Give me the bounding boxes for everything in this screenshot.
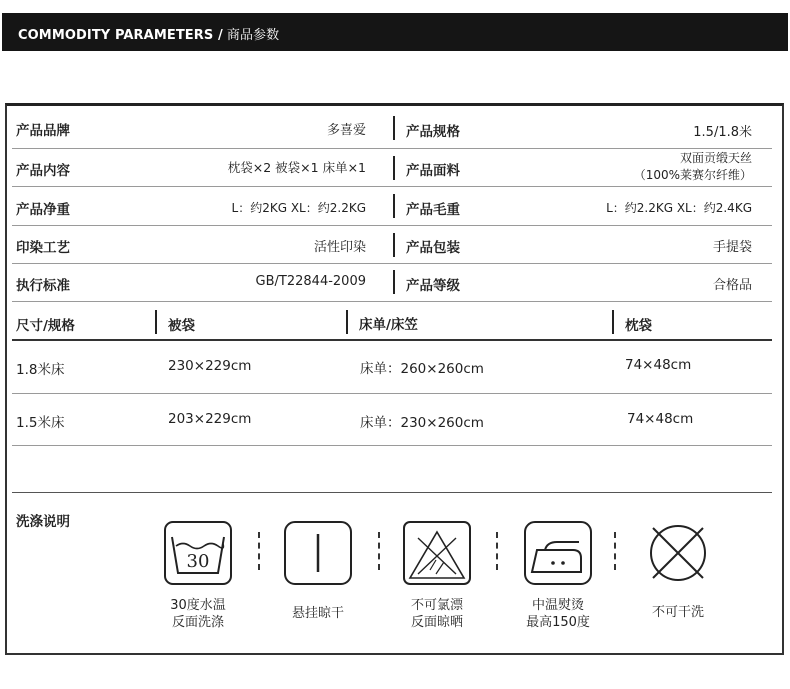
no-bleach-icon (402, 520, 472, 586)
param-value-fabric-line1: 双面贡缎天丝 (679, 151, 752, 165)
size-cell-pillow: 74×48cm (625, 357, 692, 373)
param-label-package: 产品包装 (406, 240, 460, 256)
hang-dry-icon (283, 520, 353, 586)
size-header-pillow: 枕袋 (625, 318, 652, 334)
caption-line: 反面晾晒 (410, 615, 463, 630)
care-caption-bleach (397, 597, 477, 631)
size-cell-duvet: 230×229cm (168, 358, 252, 374)
size-cell-bed: 1.5米床 (16, 415, 65, 431)
param-value-fabric-line2: （100%莱赛尔纤维） (633, 168, 752, 182)
divider (393, 194, 395, 218)
param-value-grade: 合格品 (712, 278, 752, 293)
wash-30-icon (163, 520, 233, 586)
care-label: 洗涤说明 (16, 514, 70, 530)
care-divider (258, 532, 260, 570)
param-label-brand: 产品品牌 (16, 123, 70, 139)
care-divider (378, 532, 380, 570)
no-dry-clean-icon (643, 520, 713, 586)
size-cell-bed: 1.8米床 (16, 362, 65, 378)
param-row-brand (12, 110, 772, 149)
divider (393, 156, 395, 180)
size-cell-sheet: 床单：230×260cm (360, 415, 484, 431)
param-value-spec: 1.5/1.8米 (693, 125, 752, 140)
param-value-package: 手提袋 (712, 240, 752, 255)
param-value-printing: 活性印染 (313, 240, 366, 255)
header-title-en: COMMODITY PARAMETERS / (18, 28, 223, 43)
param-value-brand: 多喜爱 (326, 123, 366, 138)
param-value-standard: GB/T22844-2009 (255, 274, 366, 289)
size-cell-pillow: 74×48cm (627, 411, 694, 427)
care-caption-wash (158, 597, 238, 631)
header-title (18, 24, 279, 43)
param-row-printing (12, 226, 772, 264)
size-table-header (12, 302, 772, 341)
caption-line: 不可干洗 (651, 605, 704, 620)
param-label-content: 产品内容 (16, 163, 70, 179)
param-label-gross-weight: 产品毛重 (406, 202, 460, 218)
size-header-spec: 尺寸/规格 (16, 318, 75, 334)
wash-temp-text: 30 (186, 551, 210, 572)
divider (612, 310, 614, 334)
care-caption-iron (518, 597, 598, 631)
param-label-printing: 印染工艺 (16, 240, 70, 256)
size-row-1-8 (12, 341, 772, 394)
size-header-sheet: 床单/床笠 (359, 317, 418, 333)
size-header-duvet: 被袋 (168, 318, 195, 334)
header-bar (2, 13, 788, 51)
divider (393, 233, 395, 257)
care-caption-dryclean (638, 604, 718, 621)
size-row-1-5 (12, 394, 772, 446)
param-value-net-weight: L：约2KG XL：约2.2KG (231, 201, 366, 215)
size-cell-sheet: 床单：260×260cm (360, 361, 484, 377)
param-label-fabric: 产品面料 (406, 163, 460, 179)
divider (346, 310, 348, 334)
caption-line: 不可氯漂 (410, 598, 463, 613)
caption-line: 悬挂晾干 (291, 606, 344, 621)
care-divider (614, 532, 616, 570)
caption-line: 最高150度 (526, 615, 590, 630)
param-label-grade: 产品等级 (406, 278, 460, 294)
param-label-standard: 执行标准 (16, 278, 70, 294)
param-label-spec: 产品规格 (406, 124, 460, 140)
divider (393, 116, 395, 140)
care-caption-hang (278, 605, 358, 622)
caption-line: 30度水温 (170, 598, 226, 613)
care-divider (496, 532, 498, 570)
caption-line: 反面洗涤 (171, 615, 224, 630)
divider (155, 310, 157, 334)
param-row-content (12, 149, 772, 187)
caption-line: 中温熨烫 (531, 598, 584, 613)
param-label-net-weight: 产品净重 (16, 202, 70, 218)
iron-medium-icon (523, 520, 593, 586)
size-table-footer-line (12, 446, 772, 493)
param-row-net-weight (12, 187, 772, 226)
param-value-gross-weight: L：约2.2KG XL：约2.4KG (606, 201, 752, 215)
param-row-standard (12, 264, 772, 302)
header-title-cn: 商品参数 (226, 28, 280, 43)
divider (393, 270, 395, 294)
size-cell-duvet: 203×229cm (168, 411, 252, 427)
param-value-content: 枕袋×2 被袋×1 床单×1 (227, 160, 366, 175)
